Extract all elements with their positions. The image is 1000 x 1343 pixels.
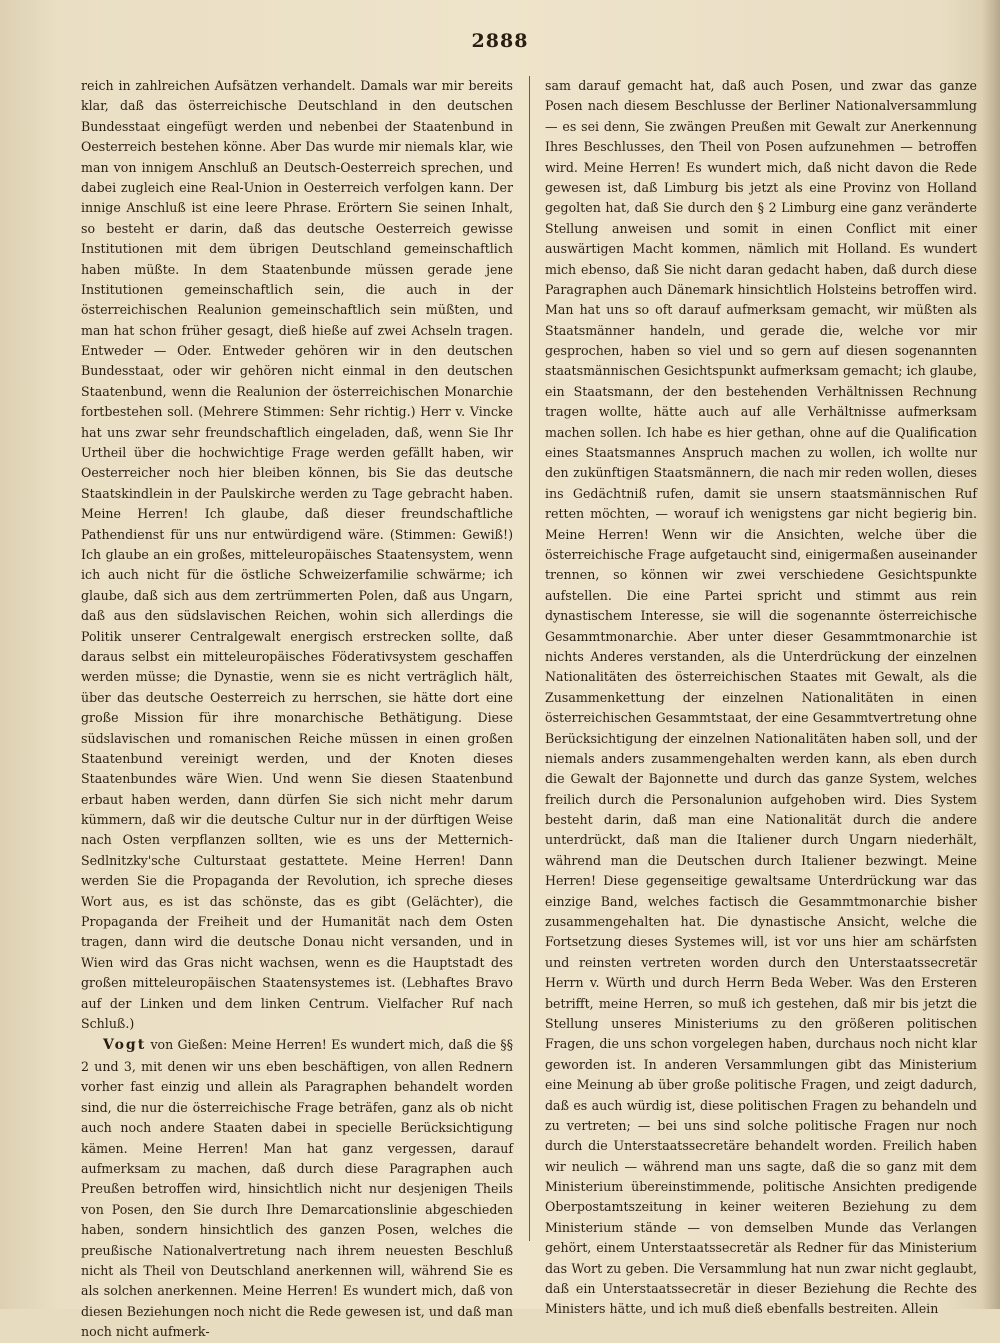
paragraph: sam darauf gemacht hat, daß auch Posen, und zwar das ganze Posen nach diesem Beschlusse der Berliner Nationalversammlung — es sei denn, Sie zwängen Preußen mit Gewalt zur Anerkennung Ihres Beschlusses, den Theil von Posen aufzunehmen — betroffen wird. Meine Herren! Es wundert mich, daß nicht davon die Rede gewesen ist, daß Limburg bis jetzt als eine Provinz von Holland gegolten hat, daß Sie durch den § 2 Limburg eine ganz veränderte Stellung anweisen und somit in einen Conflict mit einer auswärtigen Macht kommen, nämlich mit Holland. Es wundert mich ebenso, daß Sie nicht daran gedacht haben, daß durch diese Paragraphen auch Dänemark hinsichtlich Holsteins betroffen wird. Man hat uns so oft darauf aufmerksam gemacht, wir müßten als Staatsmänner handeln, und gerade die, welche vor mir gesprochen, haben so viel und so gern auf diesen sogenannten staatsmännischen Gesichtspunkt aufmerksam gemacht; ich glaube, ein Staatsmann, der den bestehenden Verhältnissen Rechnung tragen wollte, hätte auch auf alle Verhältnisse aufmerksam machen sollen. Ich habe es hier gethan, ohne auf die Qualification eines Staatsmannes Anspruch machen zu wollen, ich wollte nur den zukünftigen Staatsmännern, die nach mir reden wollen, dieses ins Gedächtniß rufen, damit sie unsern staatsmännischen Ruf retten möchten, — worauf ich wenigstens gar nicht begierig bin. Meine Herren! Wenn wir die Ansichten, welche über die österreichische Frage aufgetaucht sind, einigermaßen auseinander trennen, so können wir zwei verschiedene Gesichtspunkte aufstellen. Die eine Partei spricht und stimmt aus rein dynastischem Interesse, sie will die sogenannte österreichische Gesammtmonarchie. Aber unter dieser Gesammtmonarchie ist nichts Anderes verstanden, als die Unterdrückung der einzelnen Nationalitäten des österreichischen Staates mit Gewalt, als die Zusammenkettung der einzelnen Nationalitäten in einen österreichischen Gesammtstaat, der eine Gesammtvertretung ohne Berücksichtigung der einzelnen Nationalitäten haben soll, und der niemals anders zusammengehalten werden kann, als eben durch die Gewalt der Bajonnette und durch das ganze System, welches freilich durch die Personalunion aufgehoben wird. Dies System besteht darin, daß man eine Nationalität durch die andere unterdrückt, daß man die Italiener durch Ungarn niederhält, während man die Deutschen durch Italiener bezwingt. Meine Herren! Diese gegenseitige gewaltsame Unterdrückung war das einzige Band, welches factisch die Gesammtmonarchie bisher zusammengehalten hat. Die dynastische Ansicht, welche die Fortsetzung dieses Systemes will, ist vor uns hier am schärfsten und reinsten vertreten worden durch den Unterstaatssecretär Herrn v. Würth und durch Herrn Beda Weber. Was den Ersteren betrifft, meine Herren, so muß ich gestehen, daß mir bis jetzt die Stellung unseres Ministeriums zu den größeren politischen Fragen, die uns schon vorgelegen haben, durchaus noch nicht klar geworden ist. In anderen Versammlungen gibt das Ministerium eine Meinung ab über große politische Fragen, und zeigt dadurch, daß es auch würdig ist, diese politischen Fragen zu behandeln und zu vertreten; — bei uns sind solche politische Fragen nur noch durch die Unterstaatssecretäre behandelt worden. Freilich haben wir neulich — während man uns sagte, daß die so ganz mit dem Ministerium übereinstimmende, politische Ansichten predigende Oberpostamtszeitung in keiner weiteren Beziehung zu dem Ministerium stände — von demselben Munde das Verlangen gehört, einem Unterstaatssecretär als Redner für das Ministerium das Wort zu geben. Die Versammlung hat nun zwar nicht geglaubt, daß ein Unterstaatssecretär in dieser Beziehung die Rechte des Ministers hätte, und ich muß dieß ebenfalls bestreiten. Allein (545, 78, 977, 1317)
speaker-paragraph (81, 1034, 513, 1342)
column-divider (529, 76, 530, 1241)
left-column (81, 76, 513, 1340)
paragraph: reich in zahlreichen Aufsätzen verhandelt. Damals war mir bereits klar, daß das österreichische Deutschland in den deutschen Bundesstaat eingefügt werden und nebenbei der Staatenbund in Oesterreich bestehen könne. Aber Das wurde mir niemals klar, wie man von innigem Anschluß an Deutsch-Oesterreich sprechen, und dabei zugleich eine Real-Union in Oesterreich verfolgen kann. Der innige Anschluß ist eine leere Phrase. Erörtern Sie seinen Inhalt, so besteht er darin, daß das deutsche Oesterreich gewisse Institutionen mit dem übrigen Deutschland gemeinschaftlich haben müßte. In dem Staatenbunde müssen gerade jene Institutionen gemeinschaftlich sein, die auch in der österreichischen Realunion gemeinschaftlich sein müßten, und man hat schon früher gesagt, dieß hieße auf zwei Achseln tragen. Entweder — Oder. Entweder gehören wir in den deutschen Bundesstaat, oder wir gehören nicht einmal in den deutschen Staatenbund, wenn die Realunion der österreichischen Monarchie fortbestehen soll. (Mehrere Stimmen: Sehr richtig.) Herr v. Vincke hat uns zwar sehr freundschaftlich eingeladen, daß, wenn Sie Ihr Urtheil über die hochwichtige Frage werden gefällt haben, wir Oesterreicher noch hier bleiben können, bis Sie das deutsche Staatskindlein in der Paulskirche werden zu Tage gebracht haben. Meine Herren! Ich glaube, daß dieser freundschaftliche Pathendienst für uns nur entwürdigend wäre. (Stimmen: Gewiß!) Ich glaube an ein großes, mitteleuropäisches Staatensystem, wenn ich auch nicht für die östliche Schweizerfamilie schwärme; ich glaube, daß sich aus dem zertrümmerten Polen, daß aus Ungarn, daß aus den südslavischen Reichen, wohin sich allerdings die Politik unserer Centralgewalt energisch erstrecken sollte, daß daraus selbst ein mitteleuropäisches Föderativsystem geschaffen werden müsse; die Dynastie, wenn sie es nicht verträglich hält, über das deutsche Oesterreich zu herrschen, sie hätte dort eine große Mission für ihre monarchische Bethätigung. Diese südslavischen und romanischen Reiche müssen in einen großen Staatenbund vereinigt werden, und der Knoten dieses Staatenbundes wäre Wien. Und wenn Sie diesen Staatenbund erbaut haben werden, dann dürfen Sie sich nicht mehr darum kümmern, daß wir die deutsche Cultur nur in der dürftigen Weise nach Osten verpflanzen sollten, wie es uns der Metternich-Sedlnitzky'sche Culturstaat gestattete. Meine Herren! Dann werden Sie die Propaganda der Revolution, ich spreche dieses Wort aus, es ist das schönste, das es gibt (Gelächter), die Propaganda der Freiheit und der Humanität nach dem Osten tragen, dann wird die deutsche Donau nicht versanden, und in Wien wird das Gras nicht wachsen, wenn es die Hauptstadt des großen mitteleuropäischen Staatensystemes ist. (Lebhaftes Bravo auf der Linken und dem linken Centrum. Vielfacher Ruf nach Schluß.) (81, 78, 513, 1031)
page-number: 2888 (471, 30, 529, 52)
speaker-name: Vogt (103, 1037, 147, 1054)
paragraph-text: von Gießen: Meine Herren! Es wundert mich, daß die §§ 2 und 3, mit denen wir uns eben beschäftigen, von allen Rednern vorher fast einzig und allein als Paragraphen behandelt worden sind, die nur die österreichische Frage beträfen, ganz als ob nicht auch noch andere Staaten dabei in specielle Berücksichtigung kämen. Meine Herren! Man hat ganz vergessen, darauf aufmerksam zu machen, daß durch diese Paragraphen auch Preußen betroffen wird, hinsichtlich nicht nur desjenigen Theils von Posen, den Sie durch Ihre Demarcationslinie abgeschieden haben, sondern hinsichtlich des ganzen Posen, welches die preußische Nationalvertretung nach ihrem neuesten Beschluß nicht als Theil von Deutschland anerkennen will, während Sie es als solchen anerkennen. Meine Herren! Es wundert mich, daß von diesen Beziehungen noch nicht die Rede gewesen ist, und daß man noch nicht aufmerk- (81, 1037, 513, 1340)
right-column (545, 76, 977, 1317)
page-edge-shadow (982, 0, 1000, 1309)
